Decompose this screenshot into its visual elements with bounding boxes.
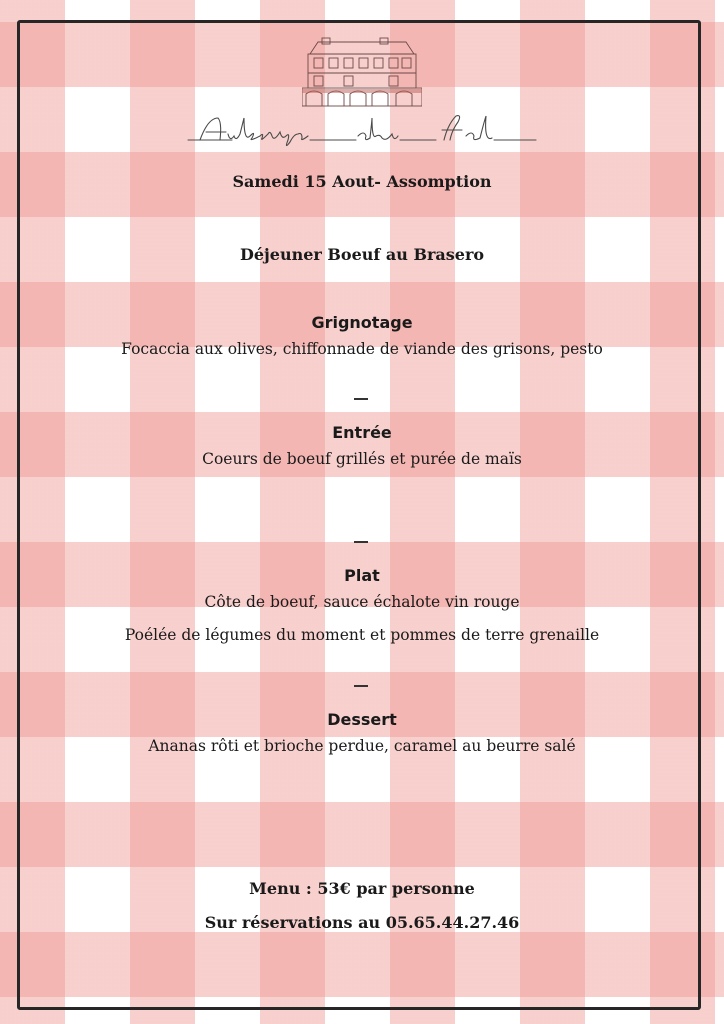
menu-title: Déjeuner Boeuf au Brasero <box>239 245 485 264</box>
section-separator <box>354 398 368 400</box>
auberge-script-logo <box>186 112 538 152</box>
menu-item: Ananas rôti et brioche perdue, caramel au beurre salé <box>148 737 576 755</box>
reservation-phone: Sur réservations au 05.65.44.27.46 <box>204 913 520 932</box>
section-heading-plat: Plat <box>344 566 380 585</box>
auberge-building-icon <box>302 36 422 108</box>
menu-item: Focaccia aux olives, chiffonnade de viande des grisons, pesto <box>121 340 603 358</box>
menu-item: Poélée de légumes du moment et pommes de terre grenaille <box>124 626 600 644</box>
page-border-sketch <box>19 22 699 1008</box>
menu-item: Côte de boeuf, sauce échalote vin rouge <box>204 593 520 611</box>
section-heading-grignotage: Grignotage <box>311 313 413 332</box>
section-separator <box>354 685 368 687</box>
menu-item: Coeurs de boeuf grillés et purée de maïs <box>202 450 522 468</box>
section-heading-dessert: Dessert <box>327 710 397 729</box>
section-separator <box>354 541 368 543</box>
menu-price: Menu : 53€ par personne <box>249 879 475 898</box>
event-date: Samedi 15 Aout- Assomption <box>232 172 492 191</box>
section-heading-entree: Entrée <box>332 423 392 442</box>
